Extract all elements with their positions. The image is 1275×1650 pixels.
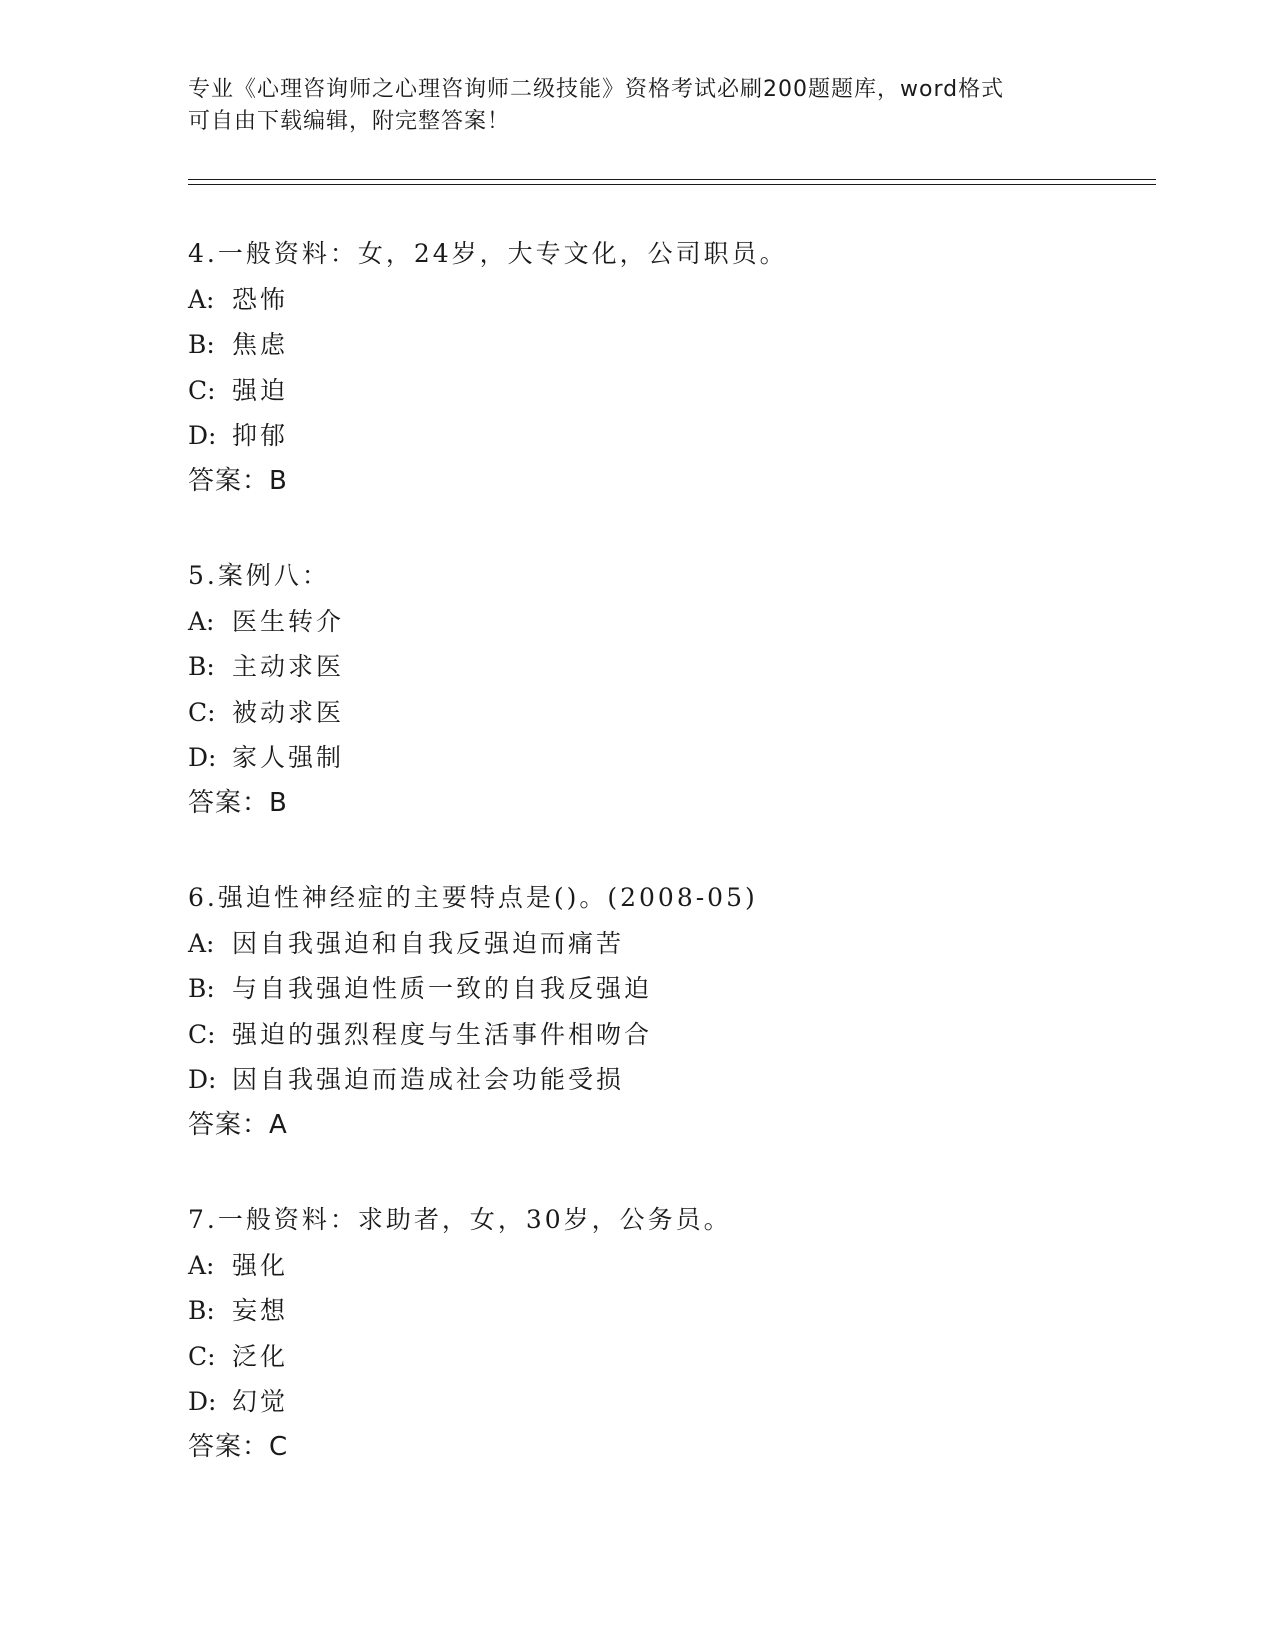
- option-key: D:: [188, 421, 217, 451]
- option-c: [188, 1334, 1088, 1380]
- question-title: 6.强迫性神经症的主要特点是()。(2008-05): [188, 883, 758, 912]
- question-title: 4.一般资料：女，24岁，大专文化，公司职员。: [188, 239, 788, 268]
- option-text: 强迫: [232, 375, 289, 405]
- option-key: A:: [188, 928, 215, 958]
- option-text: 泛化: [232, 1341, 289, 1371]
- option-text: 抑郁: [232, 421, 289, 451]
- option-d: [188, 1379, 1088, 1425]
- option-d: [188, 735, 1088, 781]
- option-text: 主动求医: [232, 652, 345, 682]
- option-b: [188, 1288, 1088, 1334]
- option-text: 医生转介: [232, 606, 345, 636]
- question-6: [188, 875, 1088, 1149]
- option-text: 因自我强迫和自我反强迫而痛苦: [232, 928, 625, 958]
- option-text: 被动求医: [232, 697, 345, 727]
- option-text: 强化: [232, 1250, 289, 1280]
- option-c: [188, 1012, 1088, 1058]
- option-key: C:: [188, 375, 216, 405]
- option-key: B:: [188, 330, 215, 360]
- option-c: [188, 368, 1088, 414]
- option-c: [188, 690, 1088, 736]
- option-text: 家人强制: [232, 743, 345, 773]
- option-key: A:: [188, 284, 215, 314]
- option-key: D:: [188, 1065, 217, 1095]
- option-key: C:: [188, 697, 216, 727]
- answer: 答案：B: [188, 787, 288, 818]
- question-title: 5.案例八：: [188, 561, 330, 590]
- option-b: [188, 322, 1088, 368]
- option-text: 妄想: [232, 1296, 289, 1326]
- answer: 答案：C: [188, 1431, 289, 1462]
- option-d: [188, 1057, 1088, 1103]
- option-d: [188, 413, 1088, 459]
- option-key: C:: [188, 1019, 216, 1049]
- option-key: D:: [188, 1387, 217, 1417]
- option-text: 因自我强迫而造成社会功能受损: [232, 1065, 625, 1095]
- header-line-1: 专业《心理咨询师之心理咨询师二级技能》资格考试必刷200题题库，word格式: [188, 77, 1005, 102]
- option-key: B:: [188, 974, 215, 1004]
- option-a: [188, 277, 1088, 323]
- option-key: B:: [188, 1296, 215, 1326]
- question-title: 7.一般资料：求助者，女，30岁，公务员。: [188, 1205, 732, 1234]
- header-double-rule: [188, 179, 1156, 185]
- document-header: [188, 74, 1078, 138]
- option-b: [188, 644, 1088, 690]
- answer: 答案：A: [188, 1109, 288, 1140]
- option-a: [188, 599, 1088, 645]
- answer: 答案：B: [188, 465, 288, 496]
- option-text: 强迫的强烈程度与生活事件相吻合: [232, 1019, 653, 1049]
- option-b: [188, 966, 1088, 1012]
- question-5: [188, 553, 1088, 827]
- option-key: A:: [188, 1250, 215, 1280]
- question-4: [188, 231, 1088, 505]
- option-text: 焦虑: [232, 330, 289, 360]
- option-text: 与自我强迫性质一致的自我反强迫: [232, 974, 653, 1004]
- header-line-2: 可自由下载编辑，附完整答案！: [188, 109, 511, 134]
- option-a: [188, 921, 1088, 967]
- option-key: C:: [188, 1341, 216, 1371]
- option-key: A:: [188, 606, 215, 636]
- option-a: [188, 1243, 1088, 1289]
- option-key: D:: [188, 743, 217, 773]
- option-key: B:: [188, 652, 215, 682]
- option-text: 幻觉: [232, 1387, 289, 1417]
- question-7: [188, 1197, 1088, 1471]
- option-text: 恐怖: [232, 284, 289, 314]
